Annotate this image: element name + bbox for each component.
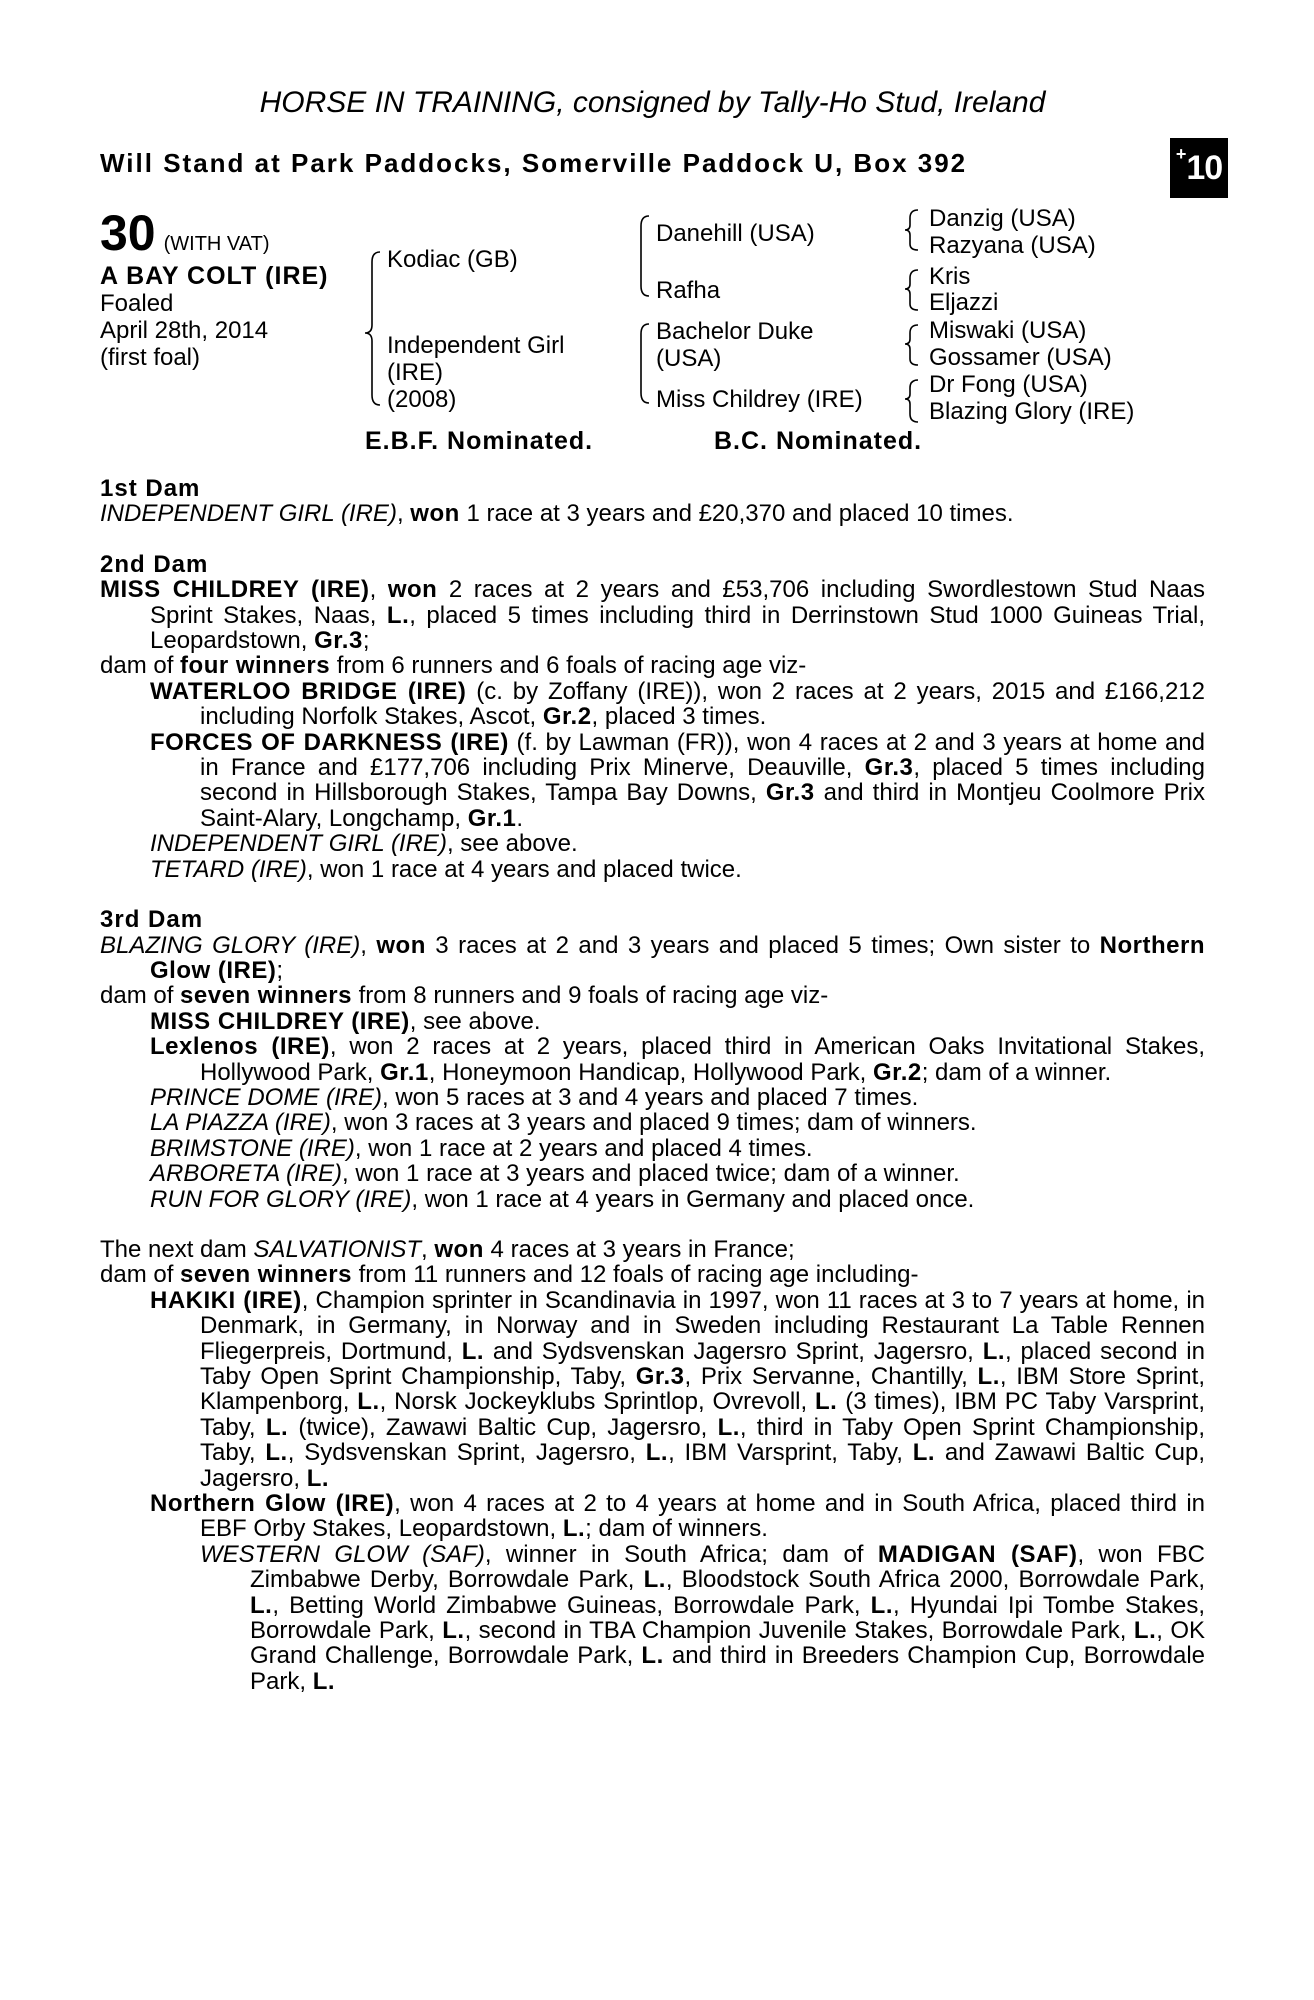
- dam-of-rest: from 8 runners and 9 foals of racing age viz-: [351, 982, 829, 1010]
- second-dam-heading: 2nd Dam: [100, 550, 209, 578]
- next-dam-paragraph: [100, 1237, 1205, 1262]
- pedigree-sire: Kodiac (GB): [387, 246, 518, 273]
- produce-text: and third in Breeders Champion Cup, Borrowdale Park,: [250, 1642, 1205, 1695]
- pedigree-sire-sire: Danehill (USA): [656, 220, 815, 247]
- consignor-title: HORSE IN TRAINING, consigned by Tally-Ho Stud, Ireland: [259, 86, 1046, 119]
- second-dam-produce-intro: [100, 653, 1205, 678]
- produce-entry: [100, 1161, 1205, 1186]
- lot-number: 30: [100, 205, 156, 261]
- second-dam-text1: 2 races at 2 years and £53,706 including Swordlestown Stud Naas Sprint Stakes, Naas,: [150, 576, 1206, 629]
- produce-end: .: [516, 804, 524, 832]
- produce-text: , third in Taby Open Sprint Championship, Taby,: [200, 1413, 1205, 1467]
- first-dam-text: 1 race at 3 years and £20,370 and placed 10 times.: [459, 500, 1014, 528]
- produce-entry: [100, 857, 1205, 882]
- third-dam-text: 3 races at 2 and 3 years and placed 5 times; Own sister to: [425, 931, 1100, 959]
- produce-entry: [100, 1491, 1205, 1542]
- listed-mark: L.: [645, 1439, 669, 1467]
- sister-name: Northern Glow (IRE): [150, 931, 1205, 984]
- dam-of-label: dam of: [100, 982, 181, 1010]
- produce-name: MISS CHILDREY (IRE): [150, 1007, 410, 1035]
- bc-nominated: B.C. Nominated.: [714, 427, 923, 455]
- produce-text: (f. by Lawman (FR)), won 4 races at 2 and 3 years at home and in France and £177,706 including Prix Minerve, Deauville,: [200, 728, 1205, 782]
- produce-text: , see above.: [409, 1007, 541, 1035]
- second-dam-text2: , placed 5 times including third in Derrinstown Stud 1000 Guineas Trial, Leopardstown,: [150, 601, 1205, 655]
- produce-text: , placed second in Taby Open Sprint Championship, Taby,: [200, 1337, 1205, 1390]
- next-dam-produce-intro: [100, 1262, 1205, 1287]
- pedigree-gen3-3: Kris: [929, 263, 971, 290]
- produce-entry: [100, 679, 1205, 730]
- listed-mark: L.: [912, 1439, 936, 1467]
- produce-name: PRINCE DOME (IRE): [150, 1083, 383, 1111]
- produce-name: RUN FOR GLORY (IRE): [150, 1185, 412, 1213]
- produce-text: , OK Grand Challenge, Borrowdale Park,: [250, 1617, 1205, 1670]
- produce-name: FORCES OF DARKNESS (IRE): [150, 728, 509, 756]
- group-mark: Gr.3: [635, 1363, 685, 1390]
- group-mark: Gr.2: [542, 703, 592, 731]
- produce-entry: [100, 1187, 1205, 1212]
- third-dam-won: won: [376, 931, 426, 959]
- pedigree-dam-sire-line1: Bachelor Duke: [656, 318, 814, 345]
- group-mark: Gr.3: [765, 779, 815, 807]
- listed-mark: L.: [461, 1337, 485, 1365]
- pedigree-gen3-7: Dr Fong (USA): [929, 371, 1088, 398]
- pedigree-sire-dam: Rafha: [656, 277, 721, 304]
- next-dam-name: SALVATIONIST: [253, 1235, 422, 1263]
- produce-text: , won 2 races at 2 years, placed third in American Oaks Invitational Stakes, Hollywood Park,: [200, 1033, 1205, 1086]
- produce-text: , see above.: [446, 830, 578, 858]
- produce-text: , won 1 race at 3 years and placed twice; dam of a winner.: [342, 1160, 960, 1188]
- dam-of-label: dam of: [100, 652, 181, 680]
- produce-name: WESTERN GLOW (SAF): [200, 1540, 485, 1568]
- listed-mark: L.: [312, 1667, 336, 1695]
- listed-mark: L.: [265, 1439, 288, 1467]
- produce-text: , won 3 races at 3 years and placed 9 times; dam of winners.: [330, 1109, 977, 1137]
- pedigree-dam: [387, 332, 564, 413]
- produce-text: (c. by Zoffany (IRE)), won 2 races at 2 years, 2015 and £166,212 including Norfolk Stakes, Ascot,: [200, 677, 1206, 731]
- third-dam-heading: 3rd Dam: [100, 906, 204, 934]
- group-mark: Gr.1: [467, 804, 517, 832]
- third-dam-produce-intro: [100, 983, 1205, 1008]
- produce-entry: [100, 1110, 1205, 1135]
- first-dam-paragraph: INDEPENDENT GIRL (IRE), won 1 race at 3 years and £20,370 and placed 10 times.: [100, 500, 1014, 528]
- produce-name: TETARD (IRE): [150, 855, 307, 883]
- pedigree-gen3-8: Blazing Glory (IRE): [929, 398, 1135, 425]
- listed-mark: L.: [982, 1337, 1006, 1365]
- winners-count: four winners: [180, 652, 331, 680]
- listed-mark: L.: [1133, 1617, 1157, 1645]
- produce-entry: [100, 1034, 1205, 1085]
- vat-note: (WITH VAT): [163, 233, 270, 255]
- produce-text: , Betting World Zimbabwe Guineas, Borrowdale Park,: [272, 1591, 871, 1619]
- produce-text: , won 1 race at 4 years and placed twice.: [306, 855, 742, 883]
- produce-text: , placed 5 times including second in Hillsborough Stakes, Tampa Bay Downs,: [200, 754, 1205, 807]
- group-mark: Gr.1: [380, 1058, 429, 1086]
- listed-mark: L.: [306, 1464, 330, 1492]
- produce-text: (twice), Zawawi Baltic Cup, Jagersro,: [288, 1413, 718, 1441]
- produce-text: , Prix Servanne, Chantilly,: [684, 1363, 978, 1390]
- third-dam-name: BLAZING GLORY (IRE): [100, 931, 361, 959]
- next-dam-intro: The next dam: [100, 1235, 254, 1263]
- winners-count: seven winners: [180, 982, 352, 1010]
- produce-name: BRIMSTONE (IRE): [150, 1134, 355, 1162]
- produce-text: , won 4 races at 2 to 4 years at home and in South Africa, placed third in EBF Orby Stakes, Leopardstown,: [200, 1490, 1206, 1543]
- listed-mark: L.: [265, 1413, 289, 1441]
- listed-mark: L.: [641, 1642, 664, 1670]
- listed-mark: L.: [977, 1363, 1000, 1390]
- produce-end: ; dam of a winner.: [921, 1058, 1112, 1086]
- second-dam-won: won: [387, 576, 438, 604]
- produce-text: , Norsk Jockeyklubs Sprintlop, Ovrevoll,: [379, 1388, 816, 1416]
- horse-description: A BAY COLT (IRE): [100, 262, 329, 290]
- pedigree-gen3-5: Miswaki (USA): [929, 317, 1087, 344]
- produce-name: HAKIKI (IRE): [150, 1286, 302, 1314]
- third-dam-end: ;: [276, 956, 283, 984]
- group-mark: Gr.3: [314, 627, 363, 655]
- produce-entry: [100, 1288, 1205, 1491]
- produce-end: , placed 3 times.: [591, 703, 767, 731]
- produce-name: LA PIAZZA (IRE): [150, 1109, 331, 1137]
- next-dam-won: won: [434, 1235, 484, 1263]
- produce-name: Northern Glow (IRE): [150, 1490, 395, 1518]
- produce-text: , Hyundai Ipi Tombe Stakes, Borrowdale Park,: [250, 1591, 1205, 1645]
- second-dam-paragraph: MISS CHILDREY (IRE), won 2 races at 2 years and £53,706 including Swordlestown Stud Naas Sprint Stakes, Naas, L., placed 5 times including third in Derrinstown Stud 1000 Guineas Trial, Leopardstown, Gr.3;: [100, 576, 1206, 655]
- produce-entry: [100, 1009, 1205, 1034]
- produce-entry: [100, 831, 1205, 856]
- produce-text: , IBM Varsprint, Taby,: [668, 1439, 913, 1467]
- produce-text: , won 5 races at 3 and 4 years and placed 7 times.: [382, 1083, 919, 1111]
- listed-mark: L.: [357, 1388, 380, 1416]
- section-gap: [100, 1212, 1205, 1237]
- catalogue-body: [100, 476, 1205, 1694]
- produce-text: , Champion sprinter in Scandinavia in 1997, won 11 races at 3 to 7 years at home, in Denmark, in Germany, in Norway and in Sweden including Restaurant La Table Rennen Fliegerpreis, Dortmund,: [200, 1286, 1205, 1365]
- pedigree-dam-line2: (IRE): [387, 359, 443, 386]
- produce-text: and third in Montjeu Coolmore Prix Saint-Alary, Longchamp,: [200, 779, 1205, 832]
- listed-mark: L.: [386, 601, 410, 629]
- produce-text: and Sydsvenskan Jagersro Sprint, Jagersro,: [484, 1337, 983, 1365]
- listed-mark: L.: [442, 1617, 465, 1645]
- pedigree-dam-line1: Independent Girl: [387, 332, 565, 359]
- produce-text: ; dam of winners.: [585, 1515, 768, 1543]
- produce-name: ARBORETA (IRE): [150, 1160, 343, 1188]
- produce-text: , second in TBA Champion Juvenile Stakes, Borrowdale Park,: [464, 1617, 1134, 1645]
- listed-mark: L.: [717, 1413, 740, 1441]
- badge-number: 10: [1186, 148, 1223, 187]
- listed-mark: L.: [562, 1515, 586, 1543]
- produce-text: , won FBC Zimbabwe Derby, Borrowdale Park,: [250, 1540, 1205, 1594]
- second-dam-end: ;: [362, 627, 370, 655]
- group-mark: Gr.3: [864, 754, 914, 782]
- second-dam-name: MISS CHILDREY (IRE): [100, 576, 370, 604]
- produce-name: MADIGAN (SAF): [877, 1540, 1078, 1568]
- produce-text: , Sydsvenskan Sprint, Jagersro,: [287, 1439, 646, 1467]
- produce-text: , won 1 race at 2 years and placed 4 times.: [354, 1134, 813, 1162]
- pedigree-gen3-1: Danzig (USA): [929, 205, 1076, 232]
- produce-name: INDEPENDENT GIRL (IRE): [150, 830, 447, 858]
- produce-text: , IBM Store Sprint, Klampenborg,: [200, 1363, 1205, 1416]
- pedigree-dam-sire: [656, 318, 813, 372]
- first-dam-won: won: [410, 500, 460, 528]
- dam-of-rest: from 6 runners and 6 foals of racing age viz-: [330, 652, 807, 680]
- produce-name: WATERLOO BRIDGE (IRE): [150, 677, 467, 705]
- produce-text: (3 times), IBM PC Taby Varsprint, Taby,: [200, 1388, 1205, 1441]
- produce-name: Lexlenos (IRE): [150, 1033, 330, 1061]
- produce-text: and Zawawi Baltic Cup, Jagersro,: [200, 1439, 1206, 1492]
- listed-mark: L.: [250, 1591, 273, 1619]
- listed-mark: L.: [870, 1591, 893, 1619]
- next-dam-sep: ,: [421, 1235, 435, 1263]
- listed-mark: L.: [643, 1566, 666, 1594]
- pedigree-gen3-6: Gossamer (USA): [929, 344, 1112, 371]
- foaled-date: April 28th, 2014: [100, 317, 269, 344]
- third-dam-paragraph: BLAZING GLORY (IRE), won 3 races at 2 and 3 years and placed 5 times; Own sister to Northern Glow (IRE);: [100, 931, 1205, 984]
- next-dam-text: 4 races at 3 years in France;: [483, 1235, 795, 1263]
- pedigree-dam-sire-line2: (USA): [656, 345, 722, 372]
- pedigree-dam-line3: (2008): [387, 386, 457, 413]
- foal-note: (first foal): [100, 344, 201, 371]
- pedigree-gen3-2: Razyana (USA): [929, 232, 1096, 259]
- pedigree-gen3-4: Eljazzi: [929, 289, 999, 316]
- dam-of-label: dam of: [100, 1261, 181, 1289]
- produce-entry: [100, 1085, 1205, 1110]
- produce-text: , Bloodstock South Africa 2000, Borrowdale Park,: [665, 1566, 1205, 1594]
- stand-location: Will Stand at Park Paddocks, Somerville Paddock U, Box 392: [100, 148, 968, 178]
- pedigree-dam-dam: Miss Childrey (IRE): [656, 386, 863, 413]
- produce-text: , winner in South Africa; dam of: [484, 1540, 878, 1568]
- dam-of-rest: from 11 runners and 12 foals of racing age including-: [351, 1261, 919, 1289]
- listed-mark: L.: [815, 1388, 838, 1416]
- produce-entry-grand: [100, 1542, 1205, 1694]
- group-mark: Gr.2: [873, 1058, 922, 1086]
- produce-entry: [100, 1136, 1205, 1161]
- foaled-label: Foaled: [100, 290, 174, 317]
- first-dam-name: INDEPENDENT GIRL (IRE): [100, 500, 397, 528]
- ebf-nominated: E.B.F. Nominated.: [365, 427, 594, 455]
- first-dam-heading: 1st Dam: [100, 475, 201, 502]
- winners-count: seven winners: [180, 1261, 352, 1289]
- produce-text: , won 1 race at 4 years in Germany and placed once.: [411, 1185, 975, 1213]
- produce-entry: [100, 730, 1205, 832]
- badge-plus: +: [1175, 144, 1186, 164]
- produce-text: , Honeymoon Handicap, Hollywood Park,: [428, 1058, 874, 1086]
